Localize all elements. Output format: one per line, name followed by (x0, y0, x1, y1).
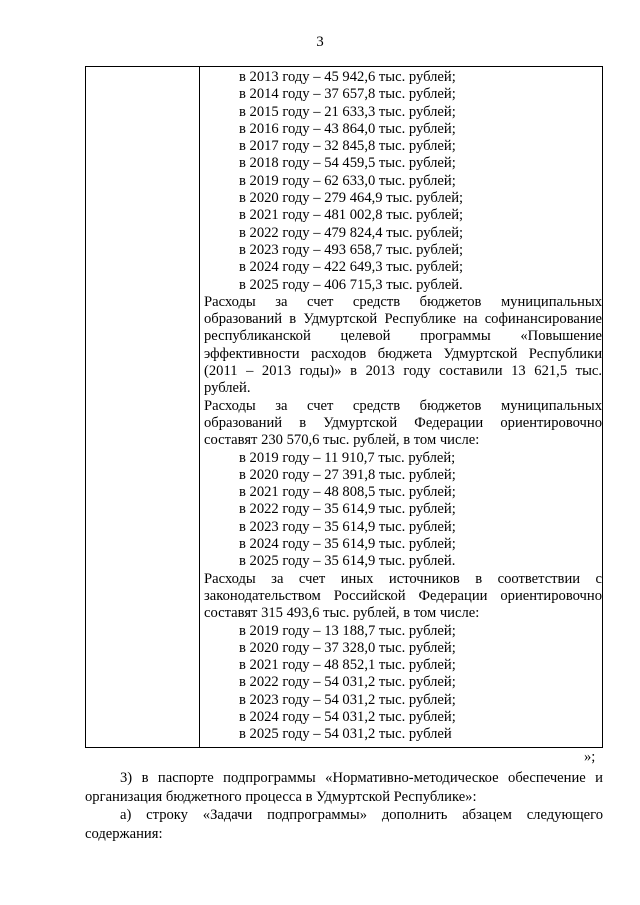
paragraph-municipal: Расходы за счет средств бюджетов муниципальных образований в Удмуртской Федерации ориентировочно составят 230 570,6 тыс. рублей, в том числе: (204, 397, 602, 449)
year-line: в 2025 году – 406 715,3 тыс. рублей. (239, 276, 463, 293)
year-line: в 2024 году – 54 031,2 тыс. рублей; (239, 708, 456, 725)
year-line: в 2020 году – 279 464,9 тыс. рублей; (239, 190, 464, 207)
year-line: в 2024 году – 422 649,3 тыс. рублей; (239, 259, 464, 276)
year-list-other (204, 623, 602, 744)
year-line: в 2015 году – 21 633,3 тыс. рублей; (239, 103, 456, 120)
year-line: в 2023 году – 54 031,2 тыс. рублей; (239, 691, 456, 708)
year-line: в 2018 году – 54 459,5 тыс. рублей; (239, 155, 456, 172)
page-number: 3 (316, 34, 324, 50)
funding-cell (204, 69, 602, 744)
year-line: в 2025 году – 54 031,2 тыс. рублей (239, 726, 452, 743)
paragraph-cofinancing: Расходы за счет средств бюджетов муниципальных образований в Удмуртской Республике на софинансирование республиканской целевой программы «Повышение эффективности расходов бюджета Удмуртской Республики (2011 – 2013 годы)» в 2013 году составили 13 621,5 тыс. рублей. (204, 293, 602, 397)
year-list-total (204, 69, 602, 294)
year-line: в 2017 году – 32 845,8 тыс. рублей; (239, 138, 456, 155)
year-line: в 2016 году – 43 864,0 тыс. рублей; (239, 120, 456, 137)
year-line: в 2020 году – 27 391,8 тыс. рублей; (239, 466, 456, 483)
passport-table (85, 66, 603, 748)
year-line: в 2021 году – 48 852,1 тыс. рублей; (239, 657, 456, 674)
year-line: в 2021 году – 481 002,8 тыс. рублей; (239, 207, 464, 224)
year-line: в 2020 году – 37 328,0 тыс. рублей; (239, 639, 456, 656)
year-line: в 2022 году – 54 031,2 тыс. рублей; (239, 674, 456, 691)
paragraph-other-sources: Расходы за счет иных источников в соответствии с законодательством Российской Федерации ориентировочно составят 315 493,6 тыс. рублей, в том числе: (204, 570, 602, 622)
year-line: в 2025 году – 35 614,9 тыс. рублей. (239, 553, 456, 570)
year-list-municipal (204, 450, 602, 571)
year-line: в 2019 году – 11 910,7 тыс. рублей; (239, 449, 456, 466)
column-divider (199, 67, 200, 747)
year-line: в 2022 году – 35 614,9 тыс. рублей; (239, 501, 456, 518)
year-line: в 2019 году – 13 188,7 тыс. рублей; (239, 622, 456, 639)
year-line: в 2023 году – 35 614,9 тыс. рублей; (239, 518, 456, 535)
year-line: в 2019 году – 62 633,0 тыс. рублей; (239, 172, 456, 189)
year-line: в 2024 году – 35 614,9 тыс. рублей; (239, 536, 456, 553)
body-paragraph-1: 3) в паспорте подпрограммы «Нормативно-методическое обеспечение и организация бюджетного процесса в Удмуртской Республике»: (85, 770, 603, 805)
year-line: в 2021 году – 48 808,5 тыс. рублей; (239, 484, 456, 501)
body-paragraph-2: а) строку «Задачи подпрограммы» дополнить абзацем следующего содержания: (85, 807, 603, 842)
year-line: в 2014 году – 37 657,8 тыс. рублей; (239, 86, 456, 103)
closing-quote: »; (584, 749, 596, 765)
year-line: в 2023 году – 493 658,7 тыс. рублей; (239, 241, 464, 258)
year-line: в 2022 году – 479 824,4 тыс. рублей; (239, 224, 464, 241)
year-line: в 2013 году – 45 942,6 тыс. рублей; (239, 69, 456, 85)
